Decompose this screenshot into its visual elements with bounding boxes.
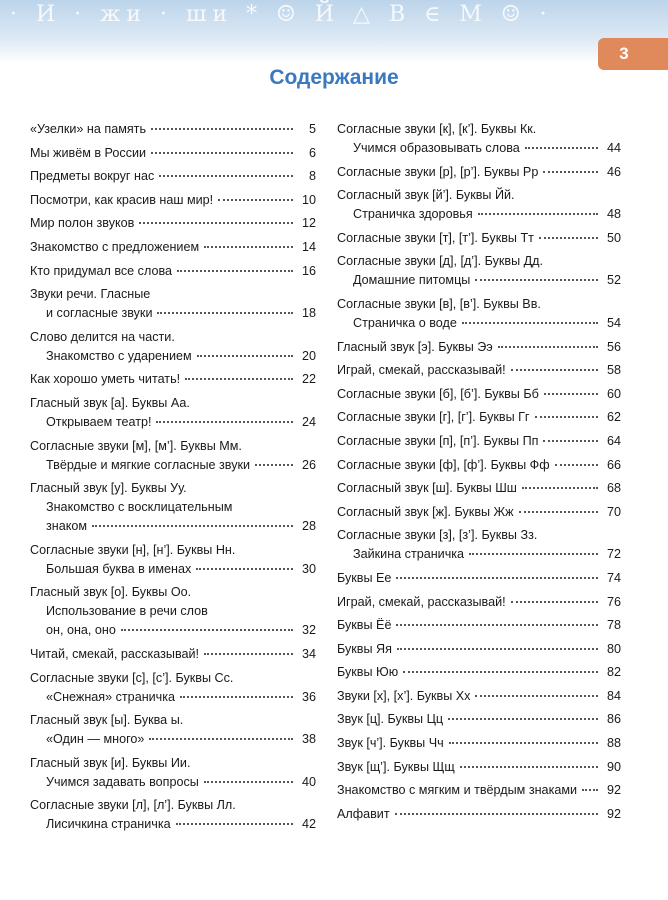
dot-leader (555, 462, 598, 466)
toc-page-number: 5 (308, 122, 316, 136)
toc-entry[interactable] (30, 144, 316, 163)
toc-page-number: 72 (606, 547, 621, 562)
toc-entry-line (30, 238, 316, 257)
toc-page-number: 12 (301, 216, 316, 231)
toc-entry-title: Кто придумал все слова (30, 263, 173, 278)
toc-entry[interactable] (337, 163, 621, 182)
toc-entry-line (30, 583, 316, 602)
toc-entry-title: Буквы Юю (337, 665, 399, 680)
toc-entry[interactable] (337, 710, 621, 729)
toc-entry[interactable] (30, 167, 316, 186)
toc-page-number: 32 (301, 623, 316, 638)
toc-entry[interactable] (30, 285, 316, 323)
toc-entry[interactable] (30, 370, 316, 389)
toc-entry-title: Согласные звуки [д], [д’]. Буквы Дд. (337, 254, 544, 269)
toc-entry-line (30, 773, 316, 792)
dot-leader (397, 646, 598, 650)
toc-entry-line (30, 120, 316, 139)
toc-entry-line (30, 285, 316, 304)
toc-entry-line (337, 432, 621, 451)
toc-entry-line (337, 710, 621, 729)
dot-leader (519, 509, 598, 513)
toc-entry-line (337, 314, 621, 333)
toc-entry-line (30, 479, 316, 498)
dot-leader (204, 779, 293, 783)
dot-leader (396, 575, 598, 579)
toc-entry-title: «Узелки» на память (30, 122, 146, 136)
toc-entry-line (30, 621, 316, 640)
toc-entry-line (337, 569, 621, 588)
toc-entry-line (337, 205, 621, 224)
toc-entry[interactable] (337, 616, 621, 635)
toc-entry-line (337, 408, 621, 427)
toc-page-number: 40 (301, 774, 316, 789)
toc-entry[interactable] (30, 437, 316, 475)
toc-entry-line (337, 593, 621, 612)
toc-page-number: 20 (301, 348, 316, 363)
toc-entry-title: Играй, смекай, рассказывай! (337, 594, 506, 609)
toc-entry[interactable] (337, 593, 621, 612)
toc-entry-line (337, 186, 621, 205)
dot-leader (157, 310, 293, 314)
dot-leader (469, 551, 598, 555)
toc-entry-title: Мы живём в России (30, 145, 147, 160)
toc-page-number: 54 (606, 315, 621, 330)
toc-page-number: 62 (606, 410, 621, 425)
toc-entry[interactable] (30, 645, 316, 664)
toc-entry-title: Учимся образовывать слова (353, 141, 520, 155)
toc-entry-line (337, 640, 621, 659)
toc-entry-line (30, 262, 316, 281)
toc-entry-line (30, 167, 316, 186)
toc-entry-line (30, 669, 316, 688)
toc-entry-title: Страничка здоровья (353, 207, 473, 222)
dot-leader (177, 268, 293, 272)
toc-entry[interactable] (30, 669, 316, 707)
toc-page-number: 36 (301, 689, 316, 704)
toc-entry-line (337, 456, 621, 475)
toc-entry-line (337, 545, 621, 564)
toc-entry-title: Согласные звуки [т], [т’]. Буквы Тт (337, 230, 534, 245)
dot-leader (180, 694, 293, 698)
toc-entry[interactable] (337, 408, 621, 427)
toc-entry[interactable] (337, 805, 621, 824)
dot-leader (475, 693, 598, 697)
dot-leader (185, 376, 293, 380)
toc-entry-line (30, 517, 316, 536)
toc-page-number: 48 (606, 207, 621, 222)
toc-page-number: 50 (606, 230, 621, 245)
toc-entry-title: Звук [ч’]. Буквы Чч (337, 736, 444, 751)
toc-entry-title: Большая буква в именах (46, 561, 192, 576)
toc-page-number: 92 (606, 783, 621, 798)
toc-entry-title: Буквы Ёё (337, 618, 392, 633)
toc-entry-title: Посмотри, как красив наш мир! (30, 192, 214, 207)
toc-entry[interactable] (337, 640, 621, 659)
dot-leader (395, 811, 598, 815)
dot-leader (498, 344, 598, 348)
toc-entry-title: Открываем театр! (46, 414, 152, 429)
toc-entry[interactable] (337, 663, 621, 682)
toc-entry-line (337, 781, 621, 800)
toc-entry-title: Звуки [х], [х’]. Буквы Хх (337, 688, 471, 703)
toc-entry[interactable] (30, 262, 316, 281)
dot-leader (475, 277, 598, 281)
toc-entry-title: Звук [ц]. Буквы Цц (337, 712, 444, 727)
dot-leader (525, 145, 598, 149)
toc-entry-line (337, 295, 621, 314)
toc-entry-line (337, 229, 621, 248)
toc-entry[interactable] (337, 758, 621, 777)
toc-entry[interactable] (30, 754, 316, 792)
dot-leader (92, 523, 293, 527)
toc-entry-title: Алфавит (337, 806, 390, 821)
dot-leader (460, 764, 598, 768)
toc-entry-line (30, 730, 316, 749)
toc-entry-title: Согласные звуки [б], [б’]. Буквы Бб (337, 386, 539, 401)
toc-entry-title: Звук [щ’]. Буквы Щщ (337, 759, 455, 774)
toc-entry-title: Согласный звук [ж]. Буквы Жж (337, 504, 514, 519)
toc-entry-line (337, 616, 621, 635)
toc-entry[interactable] (30, 583, 316, 640)
toc-page-number: 14 (301, 239, 316, 254)
toc-entry-title: «Снежная» страничка (46, 689, 176, 704)
dot-leader (151, 126, 293, 130)
toc-page-number: 18 (301, 306, 316, 321)
toc-entry[interactable] (337, 338, 621, 357)
toc-page-number: 66 (606, 457, 621, 472)
toc-entry[interactable] (30, 328, 316, 366)
toc-entry-line (337, 526, 621, 545)
toc-entry-title: Лисичкина страничка (46, 817, 171, 832)
toc-entry-line (30, 347, 316, 366)
toc-entry-line (337, 385, 621, 404)
toc-entry-title: Знакомство с предложением (30, 239, 200, 254)
toc-entry[interactable] (337, 120, 621, 158)
page-number: 3 (619, 44, 629, 63)
toc-entry-line (337, 805, 621, 824)
toc-entry-line (337, 252, 621, 271)
toc-entry-title: Согласные звуки [м], [м’]. Буквы Мм. (30, 438, 242, 453)
toc-entry-line (30, 711, 316, 730)
toc-entry-line (337, 687, 621, 706)
toc-entry-line (30, 456, 316, 475)
toc-page-number: 28 (301, 519, 316, 534)
toc-entry-title: Использование в речи слов (46, 604, 208, 619)
toc-entry-title: Зайкина страничка (353, 547, 465, 562)
toc-page-number: 10 (301, 192, 316, 207)
toc-page-number: 46 (606, 164, 621, 179)
dot-leader (218, 197, 293, 201)
toc-entry-title: Гласный звук [и]. Буквы Ии. (30, 755, 191, 770)
toc-entry[interactable] (337, 361, 621, 380)
toc-page-number: 78 (606, 618, 621, 633)
toc-entry[interactable] (337, 385, 621, 404)
dot-leader (449, 740, 598, 744)
dot-leader (403, 669, 598, 673)
toc-entry-line (30, 413, 316, 432)
toc-entry[interactable] (30, 214, 316, 233)
toc-entry-title: Знакомство с мягким и твёрдым знаками (337, 783, 578, 798)
dot-leader (197, 353, 293, 357)
toc-entry-line (30, 602, 316, 621)
toc-entry-line (30, 815, 316, 834)
toc-page-number: 82 (606, 665, 621, 680)
dot-leader (176, 821, 293, 825)
toc-page-number: 42 (301, 817, 316, 832)
toc-page-number: 70 (606, 504, 621, 519)
dot-leader (448, 716, 598, 720)
toc-entry[interactable] (337, 479, 621, 498)
dot-leader (139, 220, 293, 224)
toc-entry-title: и согласные звуки (46, 306, 153, 321)
toc-entry-line (30, 796, 316, 815)
toc-entry-title: знаком (46, 519, 88, 534)
toc-entry[interactable] (337, 526, 621, 564)
dot-leader (121, 627, 293, 631)
dot-leader (204, 651, 293, 655)
toc-entry-line (337, 139, 621, 158)
dot-leader (543, 169, 598, 173)
toc-entry-line (337, 361, 621, 380)
toc-column-right (337, 120, 621, 828)
toc-entry-line (30, 394, 316, 413)
toc-page-number: 26 (301, 457, 316, 472)
toc-entry-line (337, 338, 621, 357)
toc-entry[interactable] (337, 503, 621, 522)
toc-entry-title: Согласные звуки [п], [п’]. Буквы Пп (337, 433, 539, 448)
toc-page-number: 24 (301, 414, 316, 429)
dot-leader (159, 173, 293, 177)
toc-entry-line (30, 370, 316, 389)
toc-column-left (30, 120, 316, 839)
toc-page-number: 74 (606, 570, 621, 585)
dot-leader (396, 622, 598, 626)
toc-page-number: 92 (606, 806, 621, 821)
toc-entry[interactable] (337, 687, 621, 706)
toc-page-number: 52 (606, 273, 621, 288)
toc-entry[interactable] (337, 781, 621, 800)
dot-leader (156, 419, 293, 423)
dot-leader (511, 599, 598, 603)
dot-leader (582, 787, 598, 791)
toc-entry-title: Согласные звуки [с], [с’]. Буквы Сс. (30, 670, 234, 685)
toc-entry[interactable] (30, 191, 316, 210)
toc-entry-line (337, 503, 621, 522)
toc-page-number: 68 (606, 481, 621, 496)
toc-page-number: 38 (301, 732, 316, 747)
toc-page-number: 58 (606, 363, 621, 378)
toc-entry-title: Слово делится на части. (30, 329, 175, 344)
toc-entry-title: «Один — много» (46, 732, 145, 747)
toc-page-number: 90 (606, 759, 621, 774)
toc-page-number: 76 (606, 594, 621, 609)
toc-entry-title: Согласные звуки [к], [к’]. Буквы Кк. (337, 122, 537, 136)
toc-entry-title: Предметы вокруг нас (30, 169, 155, 184)
dot-leader (522, 485, 598, 489)
toc-page-number: 8 (308, 169, 316, 184)
toc-entry-line (30, 688, 316, 707)
toc-entry-title: Гласный звук [у]. Буквы Уу. (30, 481, 187, 496)
decorative-header-band (0, 0, 668, 64)
dot-leader (196, 566, 293, 570)
toc-entry[interactable] (337, 432, 621, 451)
toc-entry[interactable] (337, 569, 621, 588)
dot-leader (149, 736, 293, 740)
toc-entry-title: Согласные звуки [в], [в’]. Буквы Вв. (337, 296, 541, 311)
toc-page-number: 30 (301, 561, 316, 576)
toc-page-number: 84 (606, 688, 621, 703)
toc-entry-line (30, 560, 316, 579)
toc-entry[interactable] (30, 238, 316, 257)
toc-entry-title: Читай, смекай, рассказывай! (30, 646, 200, 661)
toc-entry[interactable] (30, 394, 316, 432)
toc-entry-line (337, 479, 621, 498)
toc-entry-title: Звуки речи. Гласные (30, 287, 151, 302)
dot-leader (539, 235, 598, 239)
toc-entry-line (30, 214, 316, 233)
toc-page-number: 44 (606, 141, 621, 155)
toc-entry-line (30, 328, 316, 347)
toc-entry-title: Как хорошо уметь читать! (30, 372, 181, 387)
toc-page-number: 16 (301, 263, 316, 278)
dot-leader (544, 391, 598, 395)
toc-entry-line (337, 758, 621, 777)
toc-entry[interactable] (30, 541, 316, 579)
toc-entry-line (30, 304, 316, 323)
toc-entry[interactable] (337, 186, 621, 224)
toc-entry-line (30, 754, 316, 773)
toc-entry[interactable] (337, 734, 621, 753)
toc-entry-title: Домашние питомцы (353, 273, 471, 288)
toc-page-number: 88 (606, 736, 621, 751)
dot-leader (511, 367, 598, 371)
toc-entry-title: Согласный звук [й’]. Буквы Йй. (337, 188, 515, 203)
toc-entry-line (337, 271, 621, 290)
toc-entry-line (30, 437, 316, 456)
toc-page-number: 80 (606, 641, 621, 656)
toc-entry-title: Гласный звук [а]. Буквы Аа. (30, 395, 190, 410)
toc-entry-title: Играй, смекай, рассказывай! (337, 363, 506, 378)
toc-entry-line (30, 541, 316, 560)
toc-entry[interactable] (30, 711, 316, 749)
toc-entry[interactable] (337, 456, 621, 475)
toc-entry-title: Согласные звуки [ф], [ф’]. Буквы Фф (337, 457, 550, 472)
toc-entry-title: Знакомство с восклицательным (46, 500, 233, 515)
toc-page-number: 34 (301, 646, 316, 661)
toc-entry-title: Согласные звуки [н], [н’]. Буквы Нн. (30, 542, 236, 557)
toc-entry-line (337, 663, 621, 682)
toc-entry-title: Гласный звук [о]. Буквы Оо. (30, 585, 192, 600)
toc-entry-title: Буквы Яя (337, 641, 392, 656)
dot-leader (462, 320, 598, 324)
toc-entry[interactable] (30, 479, 316, 536)
toc-entry[interactable] (337, 295, 621, 333)
dot-leader (204, 244, 293, 248)
toc-page-number: 6 (308, 145, 316, 160)
toc-page-number: 22 (301, 372, 316, 387)
toc-entry-title: он, она, оно (46, 623, 116, 638)
toc-entry-title: Согласные звуки [з], [з’]. Буквы Зз. (337, 528, 538, 543)
toc-entry-title: Страничка о воде (353, 315, 457, 330)
toc-entry-line (337, 163, 621, 182)
toc-entry-title: Согласные звуки [л], [л’]. Буквы Лл. (30, 798, 236, 813)
toc-entry[interactable] (337, 229, 621, 248)
toc-page-number: 60 (606, 386, 621, 401)
toc-entry-line (30, 191, 316, 210)
toc-entry-line (30, 645, 316, 664)
toc-entry-title: Мир полон звуков (30, 216, 135, 231)
toc-entry-title: Согласный звук [ш]. Буквы Шш (337, 481, 517, 496)
toc-entry[interactable] (30, 120, 316, 139)
dot-leader (151, 150, 293, 154)
toc-entry-title: Знакомство с ударением (46, 348, 192, 363)
toc-entry-title: Согласные звуки [г], [г’]. Буквы Гг (337, 410, 530, 425)
dot-leader (255, 462, 293, 466)
decorative-letters: · И · жи · ши * ☺ Й △ В ∈ М ☺ · (10, 2, 553, 27)
dot-leader (478, 211, 598, 215)
toc-entry[interactable] (337, 252, 621, 290)
page-title: Содержание (269, 66, 399, 89)
toc-entry[interactable] (30, 796, 316, 834)
toc-page-number: 56 (606, 339, 621, 354)
toc-page-number: 86 (606, 712, 621, 727)
toc-entry-title: Буквы Ее (337, 570, 392, 585)
toc-entry-title: Твёрдые и мягкие согласные звуки (46, 457, 251, 472)
toc-entry-title: Учимся задавать вопросы (46, 774, 199, 789)
toc-entry-title: Согласные звуки [р], [р’]. Буквы Рр (337, 164, 539, 179)
toc-entry-line (337, 120, 621, 139)
toc-entry-line (30, 498, 316, 517)
dot-leader (543, 438, 598, 442)
toc-entry-line (30, 144, 316, 163)
dot-leader (535, 414, 598, 418)
toc-entry-title: Гласный звук [э]. Буквы Ээ (337, 339, 493, 354)
toc-entry-line (337, 734, 621, 753)
toc-page-number: 64 (606, 433, 621, 448)
toc-entry-title: Гласный звук [ы]. Буква ы. (30, 713, 184, 728)
